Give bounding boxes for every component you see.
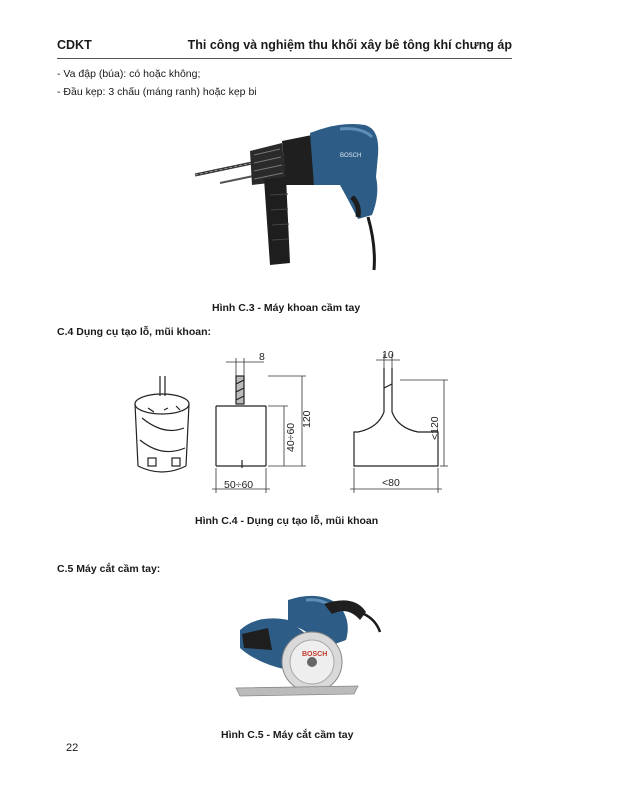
dim-chisel-height: <120 bbox=[429, 416, 441, 440]
hole-saw-sketch bbox=[135, 376, 189, 472]
bullet-impact: - Va đập (búa): có hoặc không; bbox=[57, 68, 201, 80]
drill-caption: Hình C.3 - Máy khoan cầm tay bbox=[212, 302, 361, 314]
page-header bbox=[57, 36, 512, 59]
hole-saw-side-view bbox=[216, 376, 266, 468]
dim-chisel-width: <80 bbox=[382, 477, 400, 489]
hole-saw-technical-drawing bbox=[128, 348, 458, 508]
hole-saw-caption: Hình C.4 - Dụng cụ tạo lỗ, mũi khoan bbox=[195, 515, 379, 527]
bullet-chuck: - Đầu kẹp: 3 chấu (máng ranh) hoặc kẹp bi bbox=[57, 86, 257, 98]
svg-text:BOSCH: BOSCH bbox=[302, 651, 328, 658]
svg-text:BOSCH: BOSCH bbox=[340, 153, 362, 159]
dim-hole-saw-depth: 40÷60 bbox=[285, 422, 297, 452]
chisel-side-view bbox=[354, 368, 438, 466]
circular-saw-image bbox=[228, 590, 388, 710]
section-c5-heading: C.5 Máy cắt cầm tay: bbox=[57, 563, 161, 575]
saw-caption: Hình C.5 - Máy cắt cầm tay bbox=[221, 729, 354, 741]
section-c4-heading: C.4 Dụng cụ tạo lỗ, mũi khoan: bbox=[57, 326, 212, 338]
page-number: 22 bbox=[66, 742, 79, 754]
dim-hole-saw-width: 50÷60 bbox=[224, 479, 254, 491]
dim-hole-saw-stem: 8 bbox=[259, 351, 265, 363]
dim-chisel-stem: 10 bbox=[382, 349, 394, 361]
header-title: Thi công và nghiệm thu khối xây bê tông khí chưng áp bbox=[187, 38, 512, 52]
header-left-text: CDKT bbox=[57, 38, 92, 52]
hand-drill-image bbox=[190, 115, 400, 275]
dim-hole-saw-height: 120 bbox=[301, 410, 313, 428]
